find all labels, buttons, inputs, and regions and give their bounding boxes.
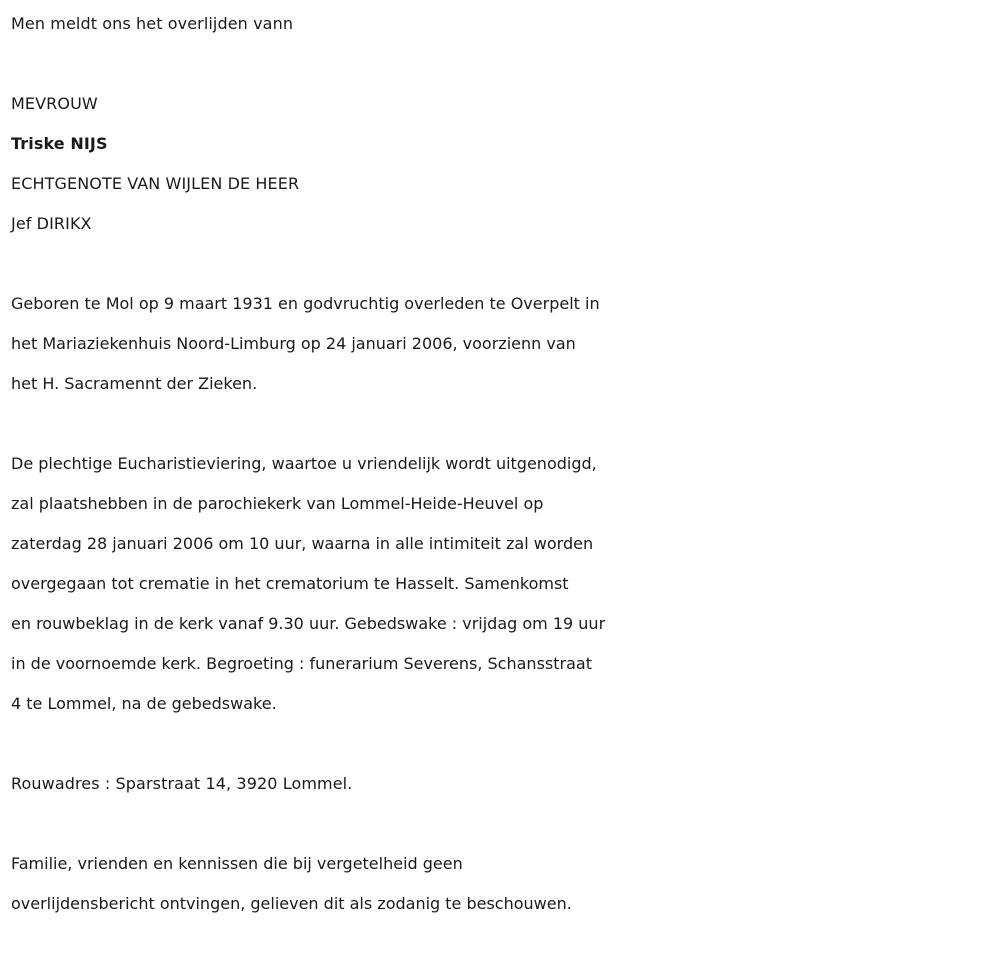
spacer — [11, 44, 996, 84]
spacer — [11, 804, 996, 844]
spacer — [11, 724, 996, 764]
paragraph-line: in de voornoemde kerk. Begroeting : funerarium Severens, Schansstraat — [11, 654, 592, 673]
birth-paragraph — [11, 284, 996, 404]
paragraph-line: het H. Sacramennt der Zieken. — [11, 374, 258, 393]
spouse-name: Jef DIRIKX — [11, 214, 92, 233]
paragraph-line: 4 te Lommel, na de gebedswake. — [11, 694, 277, 713]
closing-paragraph — [11, 844, 996, 924]
spacer — [11, 404, 996, 444]
intro-text: Men meldt ons het overlijden vann — [11, 14, 294, 33]
paragraph-line: zal plaatshebben in de parochiekerk van Lommel-Heide-Heuvel op — [11, 494, 544, 513]
paragraph-line: en rouwbeklag in de kerk vanaf 9.30 uur. Gebedswake : vrijdag om 19 uur — [11, 614, 606, 633]
mourning-address: Rouwadres : Sparstraat 14, 3920 Lommel. — [11, 774, 353, 793]
paragraph-line: Geboren te Mol op 9 maart 1931 en godvruchtig overleden te Overpelt in — [11, 294, 600, 313]
spacer — [11, 244, 996, 284]
paragraph-line: het Mariaziekenhuis Noord-Limburg op 24 januari 2006, voorzienn van — [11, 334, 576, 353]
paragraph-line: overlijdensbericht ontvingen, gelieven dit als zodanig te beschouwen. — [11, 894, 572, 913]
ceremony-paragraph — [11, 444, 996, 724]
death-notice — [11, 4, 996, 924]
paragraph-line: zaterdag 28 januari 2006 om 10 uur, waarna in alle intimiteit zal worden — [11, 534, 594, 553]
deceased-name: Triske NIJS — [11, 134, 108, 153]
relation-text: ECHTGENOTE VAN WIJLEN DE HEER — [11, 174, 300, 193]
paragraph-line: Familie, vrienden en kennissen die bij vergetelheid geen — [11, 854, 463, 873]
title-text: MEVROUW — [11, 94, 98, 113]
paragraph-line: overgegaan tot crematie in het crematorium te Hasselt. Samenkomst — [11, 574, 569, 593]
paragraph-line: De plechtige Eucharistieviering, waartoe u vriendelijk wordt uitgenodigd, — [11, 454, 597, 473]
